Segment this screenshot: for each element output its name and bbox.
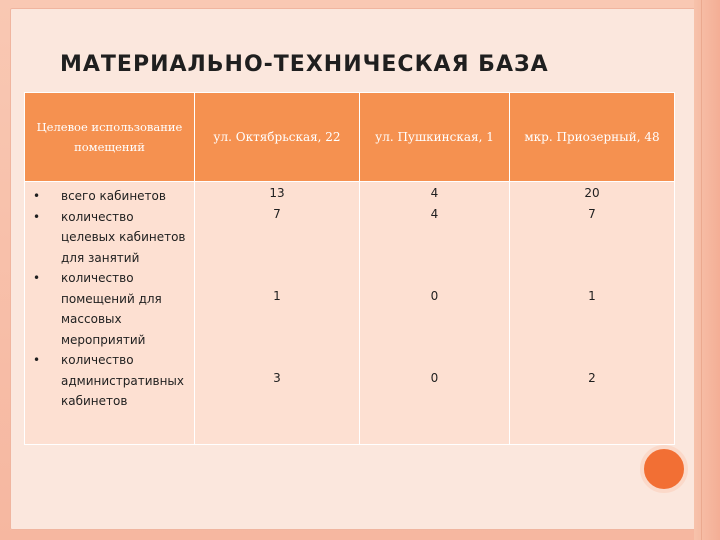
value-cell: 7	[588, 207, 596, 221]
list-item: • количество административных кабинетов	[61, 350, 191, 412]
slide-title: МАТЕРИАЛЬНО-ТЕХНИЧЕСКАЯ БАЗА	[60, 52, 549, 77]
list-item: • количество помещений для массовых мероприятий	[61, 268, 191, 350]
frame-edge	[694, 0, 720, 540]
value-cell: 13	[269, 186, 285, 200]
value-cell: 2	[588, 371, 596, 385]
value-cell: 1	[588, 289, 596, 303]
list-item: • всего кабинетов	[61, 186, 191, 207]
value-cell: 0	[430, 371, 439, 385]
value-cell: 7	[273, 207, 281, 221]
header-priozerny: мкр. Приозерный, 48	[510, 93, 675, 182]
values-oktyabrskaya	[195, 182, 360, 445]
purpose-list	[25, 182, 191, 412]
header-oktyabrskaya: ул. Октябрьская, 22	[195, 93, 360, 182]
value-cell: 0	[430, 289, 439, 303]
purpose-cell	[25, 182, 195, 445]
value-cell: 4	[430, 186, 439, 200]
value-cell: 1	[273, 289, 281, 303]
frame-edge-line	[701, 0, 702, 540]
table-row	[25, 182, 675, 445]
values-pushkinskaya	[360, 182, 510, 445]
value-cell: 20	[584, 186, 600, 200]
values-priozerny	[510, 182, 675, 445]
decorative-circle	[640, 445, 688, 493]
list-item: • количество целевых кабинетов для занятий	[61, 207, 191, 269]
value-cell: 3	[273, 371, 281, 385]
table-header-row	[25, 93, 675, 182]
header-purpose: Целевое использование помещений	[25, 93, 195, 182]
header-pushkinskaya: ул. Пушкинская, 1	[360, 93, 510, 182]
value-cell: 4	[430, 207, 439, 221]
facilities-table	[24, 92, 675, 445]
